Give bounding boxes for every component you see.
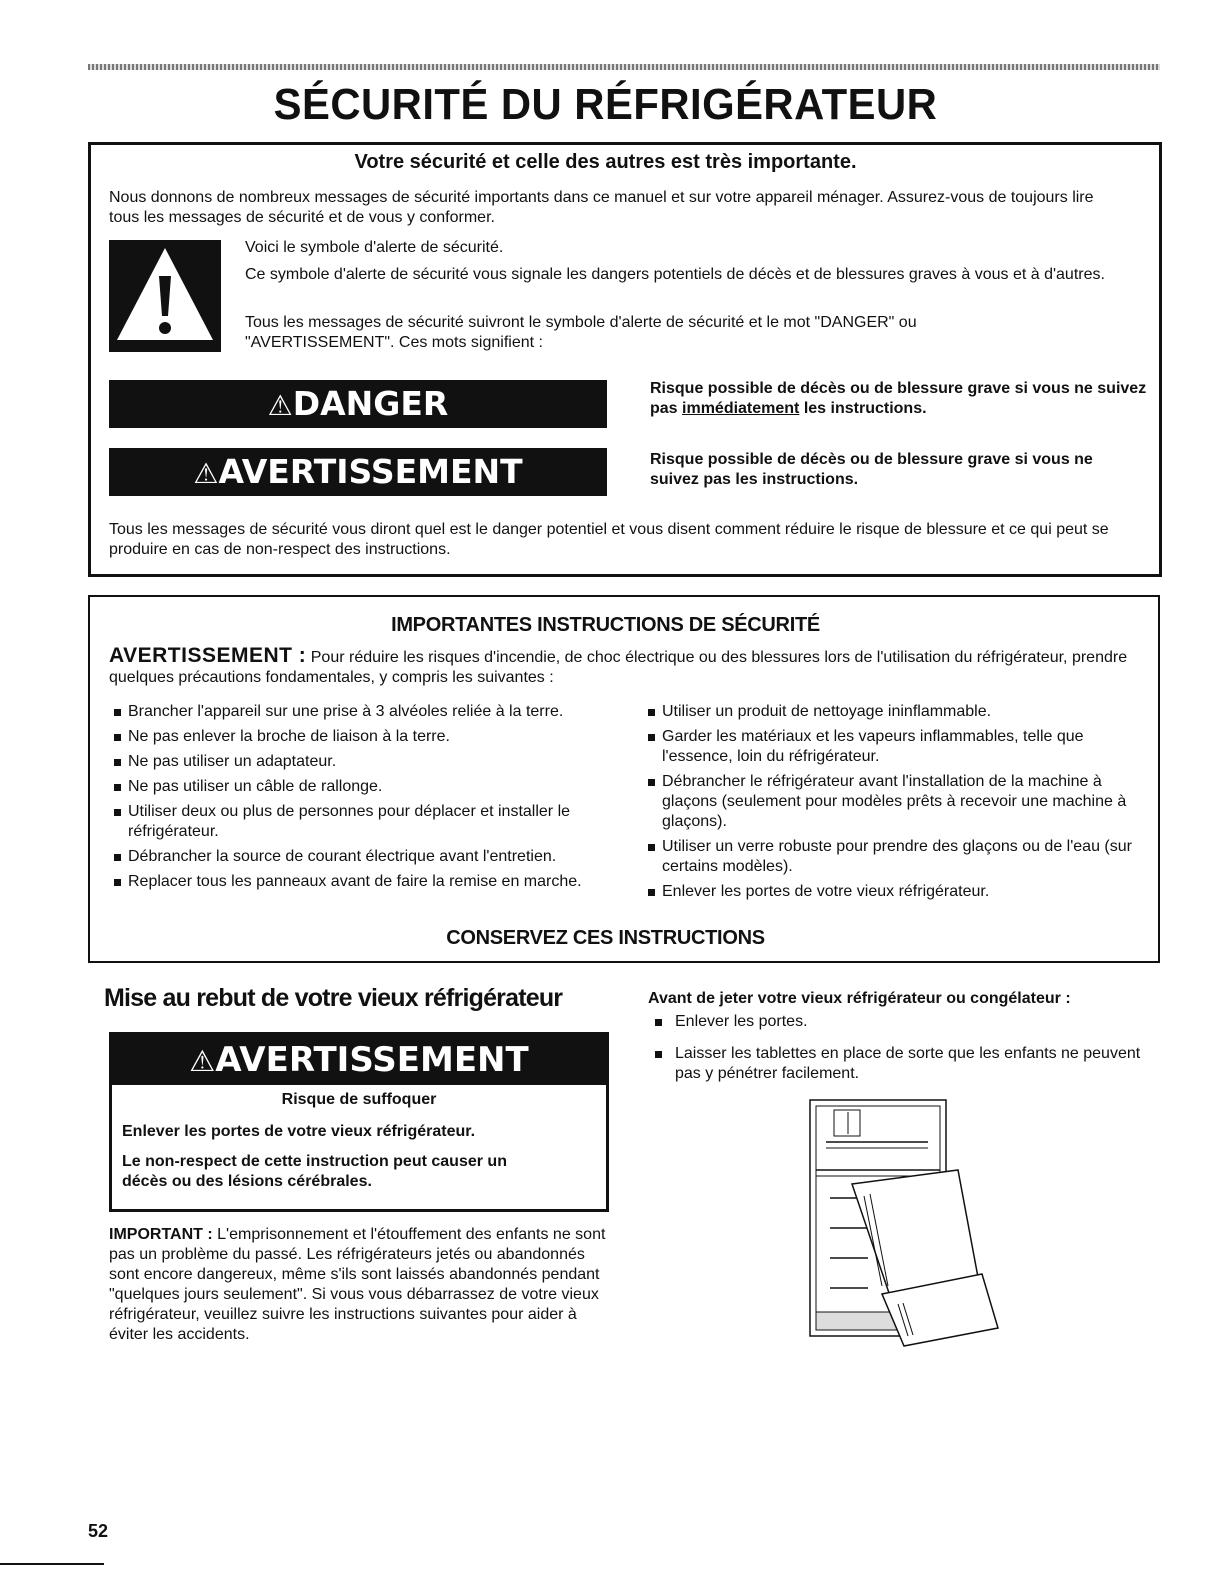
disposal-warning-label: AVERTISSEMENT: [215, 1040, 529, 1080]
warning-banner: [109, 448, 607, 496]
symbol-line-2: Ce symbole d'alerte de sécurité vous signale les dangers potentiels de décès et de blessures graves à vous et à d'autres.: [245, 266, 1105, 283]
list-item: Enlever les portes.: [653, 1012, 1153, 1032]
danger-description: [650, 379, 1155, 419]
warning-description: Risque possible de décès ou de blessure grave si vous ne suivez pas les instructions.: [650, 451, 1093, 488]
symbol-line-1: Voici le symbole d'alerte de sécurité.: [245, 239, 504, 256]
instructions-left-list: [112, 702, 617, 897]
list-item: Utiliser un verre robuste pour prendre des glaçons ou de l'eau (sur certains modèles).: [646, 837, 1151, 877]
warning-label: AVERTISSEMENT: [218, 452, 523, 491]
list-item: Garder les matériaux et les vapeurs inflammables, telle que l'essence, loin du réfrigérateur.: [646, 727, 1151, 767]
alert-triangle-icon: ⚠: [267, 389, 293, 422]
list-item: Replacer tous les panneaux avant de faire la remise en marche.: [112, 872, 617, 892]
page-title: SÉCURITÉ DU RÉFRIGÉRATEUR: [273, 80, 938, 129]
list-item: Enlever les portes de votre vieux réfrigérateur.: [646, 882, 1151, 902]
danger-banner: [109, 380, 607, 428]
symbol-line-3: Tous les messages de sécurité suivront le symbole d'alerte de sécurité et le mot "DANGER" ou "AVERTISSEMENT". Ces mots signifient :: [245, 314, 917, 351]
list-item: Débrancher la source de courant électrique avant l'entretien.: [112, 847, 617, 867]
fridge-doors-removed-illustration: [808, 1098, 1000, 1348]
list-item: Brancher l'appareil sur une prise à 3 alvéoles reliée à la terre.: [112, 702, 617, 722]
list-item: Ne pas utiliser un câble de rallonge.: [112, 777, 617, 797]
list-item: Ne pas enlever la broche de liaison à la terre.: [112, 727, 617, 747]
page-number: 52: [88, 1521, 109, 1541]
instructions-warning-word: AVERTISSEMENT :: [109, 644, 307, 667]
disposal-right-heading: Avant de jeter votre vieux réfrigérateur ou congélateur :: [648, 990, 1071, 1007]
instructions-warning: [109, 646, 1129, 688]
disposal-risk-title: Risque de suffoquer: [281, 1091, 437, 1108]
instructions-heading: IMPORTANTES INSTRUCTIONS DE SÉCURITÉ: [391, 614, 820, 636]
list-item: Utiliser un produit de nettoyage ininflammable.: [646, 702, 1151, 722]
bottom-rule: [0, 1563, 104, 1565]
safety-alert-symbol-icon: [109, 240, 221, 352]
instructions-warning-text: Pour réduire les risques d'incendie, de choc électrique ou des blessures lors de l'utilisation du réfrigérateur, prendre quelques précautions fondamentales, y compris les suivantes :: [109, 649, 1128, 686]
danger-text-underlined: immédiatement: [682, 400, 800, 417]
disposal-line-1: Enlever les portes de votre vieux réfrigérateur.: [122, 1123, 476, 1140]
list-item: Débrancher le réfrigérateur avant l'installation de la machine à glaçons (seulement pour modèles prêts à recevoir une machine à glaçons).: [646, 772, 1151, 832]
important-label: IMPORTANT :: [109, 1226, 213, 1243]
safety-heading: Votre sécurité et celle des autres est très importante.: [354, 151, 857, 173]
disposal-important: [109, 1225, 607, 1345]
alert-triangle-icon: ⚠: [189, 1044, 216, 1078]
instructions-right-list: [646, 702, 1151, 907]
danger-label: DANGER: [292, 384, 449, 423]
top-rule: [88, 64, 1160, 70]
disposal-title: Mise au rebut de votre vieux réfrigérateur: [104, 984, 563, 1012]
danger-text-a: Risque possible de décès ou de blessure grave si vous ne suivez pas: [650, 380, 1147, 417]
important-text: L'emprisonnement et l'étouffement des enfants ne sont pas un problème du passé. Les réfrigérateurs jetés ou abandonnés sont encore dangereux, même s'ils sont laissés abandonnés pendant "quelques jours seulement". Si vous vous débarrassez de votre vieux réfrigérateur, veuillez suivre les instructions suivantes pour aider à éviter les accidents.: [109, 1226, 606, 1343]
alert-triangle-icon: ⚠: [193, 457, 219, 490]
list-item: Ne pas utiliser un adaptateur.: [112, 752, 617, 772]
list-item: Utiliser deux ou plus de personnes pour déplacer et installer le réfrigérateur.: [112, 802, 617, 842]
conserve-instructions: CONSERVEZ CES INSTRUCTIONS: [446, 927, 765, 949]
danger-text-b: les instructions.: [799, 400, 927, 417]
safety-intro: Nous donnons de nombreux messages de sécurité importants dans ce manuel et sur votre appareil ménager. Assurez-vous de toujours lire tous les messages de sécurité et de vous y conformer.: [109, 189, 1094, 226]
disposal-warning-banner: [112, 1035, 606, 1085]
safety-footer: Tous les messages de sécurité vous diront quel est le danger potentiel et vous disent comment réduire le risque de blessure et ce qui peut se produire en cas de non-respect des instructions.: [109, 521, 1109, 558]
disposal-line-2: Le non-respect de cette instruction peut causer un décès ou des lésions cérébrales.: [122, 1153, 507, 1190]
disposal-right-list: [653, 1012, 1153, 1089]
list-item: Laisser les tablettes en place de sorte que les enfants ne peuvent pas y pénétrer facilement.: [653, 1044, 1153, 1084]
